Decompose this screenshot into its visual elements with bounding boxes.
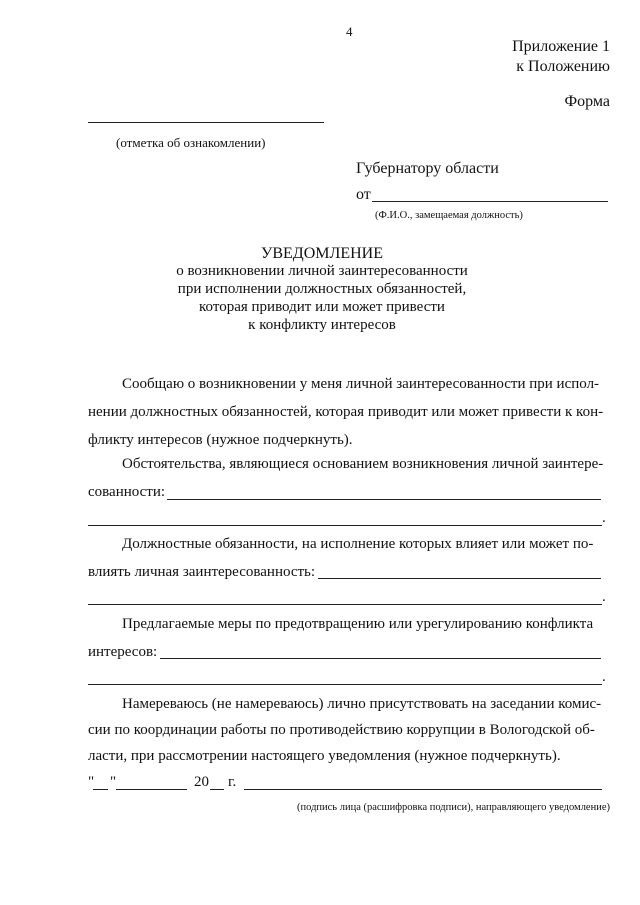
appendix-label: Приложение 1 xyxy=(512,38,610,55)
date-month-line[interactable] xyxy=(116,789,187,790)
measures-field-line[interactable] xyxy=(160,658,601,659)
p1-line-3: фликту интересов (нужное подчеркнуть). xyxy=(88,432,353,448)
circumstances-period: . xyxy=(602,510,606,526)
circumstances-field-line[interactable] xyxy=(167,499,601,500)
appendix-reference: к Положению xyxy=(516,58,610,75)
from-label: от xyxy=(356,186,371,203)
addressee: Губернатору области xyxy=(356,160,499,177)
measures-period: . xyxy=(602,669,606,685)
p4-line-2: интересов: xyxy=(88,644,158,660)
from-caption: (Ф.И.О., замещаемая должность) xyxy=(375,210,523,221)
page-number: 4 xyxy=(346,24,353,39)
p2-line-2: сованности: xyxy=(88,484,166,500)
date-quote-close: " xyxy=(110,774,117,790)
duties-period: . xyxy=(602,589,606,605)
signature-caption: (подпись лица (расшифровка подписи), направляющего уведомление) xyxy=(297,802,610,813)
p3-line-2: влиять личная заинтересованность: xyxy=(88,564,316,580)
measures-continuation-line[interactable] xyxy=(88,684,602,685)
p5-line-1: Намереваюсь (не намереваюсь) лично присутствовать на заседании комис- xyxy=(122,696,602,712)
title-line-4: к конфликту интересов xyxy=(248,317,396,333)
date-day-line[interactable] xyxy=(93,789,108,790)
acknowledgement-caption: (отметка об ознакомлении) xyxy=(116,135,266,150)
signature-line[interactable] xyxy=(244,789,602,790)
date-year-line[interactable] xyxy=(210,789,224,790)
p1-line-1: Сообщаю о возникновении у меня личной заинтересованности при испол- xyxy=(122,376,600,392)
p2-line-1: Обстоятельства, являющиеся основанием возникновения личной заинтере- xyxy=(122,456,604,472)
p1-line-2: нении должностных обязанностей, которая приводит или может привести к кон- xyxy=(88,404,604,420)
p3-line-1: Должностные обязанности, на исполнение которых влияет или может по- xyxy=(122,536,594,552)
p4-line-1: Предлагаемые меры по предотвращению или урегулированию конфликта xyxy=(122,616,594,632)
form-label: Форма xyxy=(564,93,610,110)
duties-continuation-line[interactable] xyxy=(88,604,602,605)
date-quote-open: " xyxy=(88,774,95,790)
p5-line-3: ласти, при рассмотрении настоящего уведомления (нужное подчеркнуть). xyxy=(88,748,561,764)
p5-line-2: сии по координации работы по противодействию коррупции в Вологодской об- xyxy=(88,722,595,738)
acknowledgement-line xyxy=(88,122,324,123)
date-year-suffix: г. xyxy=(228,774,237,790)
document-heading: УВЕДОМЛЕНИЕ xyxy=(261,245,383,262)
from-field-line xyxy=(372,201,608,202)
title-line-3: которая приводит или может привести xyxy=(199,299,445,315)
date-year-prefix: 20 xyxy=(194,774,209,790)
title-line-1: о возникновении личной заинтересованности xyxy=(176,263,468,279)
title-line-2: при исполнении должностных обязанностей, xyxy=(177,281,467,297)
duties-field-line[interactable] xyxy=(318,578,601,579)
circumstances-continuation-line[interactable] xyxy=(88,525,602,526)
